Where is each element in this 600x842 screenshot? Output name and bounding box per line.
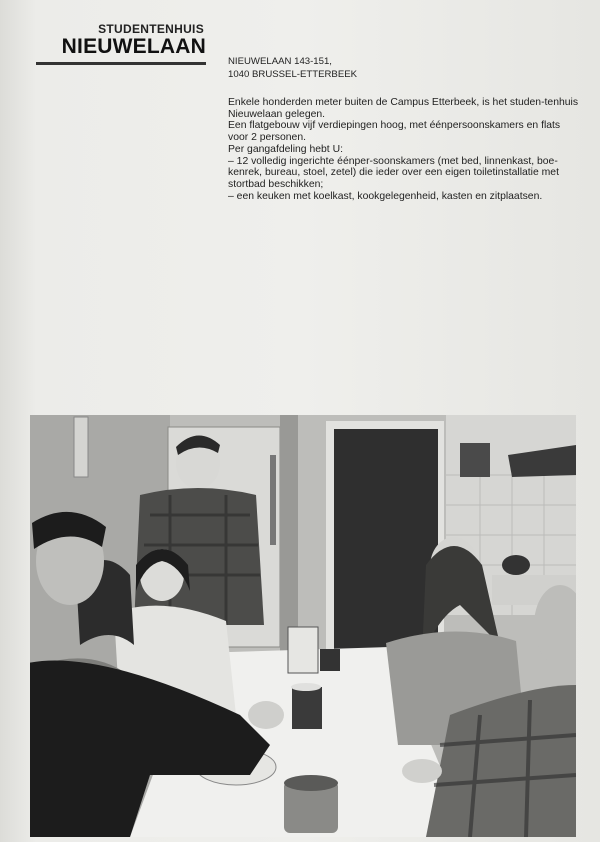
- description-text: [228, 97, 580, 202]
- paragraph-kitchen: – een keuken met koelkast, kookgelegenheid, kasten en zitplaatsen.: [228, 190, 543, 202]
- address-block: [228, 55, 357, 81]
- page-title: NIEUWELAAN: [61, 35, 206, 58]
- paragraph-building: Een flatgebouw vijf verdiepingen hoog, met éénpersoonskamers en flats voor 2 personen.: [228, 120, 561, 144]
- header: [36, 22, 206, 58]
- kitchen-photo-illustration: [30, 415, 576, 837]
- header-supertitle: STUDENTENHUIS: [98, 22, 204, 36]
- header-rule: [36, 62, 206, 65]
- address-line-1: NIEUWELAAN 143-151,: [228, 56, 332, 67]
- paragraph-per-floor: Per gangafdeling hebt U:: [228, 143, 343, 155]
- address-line-2: 1040 BRUSSEL-ETTERBEEK: [228, 69, 358, 80]
- paragraph-intro: Enkele honderden meter buiten de Campus Etterbeek, is het studen-tenhuis Nieuwelaan gelegen.: [228, 97, 579, 120]
- kitchen-photo: [30, 415, 576, 837]
- paragraph-rooms: – 12 volledig ingerichte éénper-soonskamers (met bed, linnenkast, boe-kenrek, bureau, stoel, zetel) die ieder over een eigen toiletinstallatie met stortbad beschikken;: [228, 155, 559, 190]
